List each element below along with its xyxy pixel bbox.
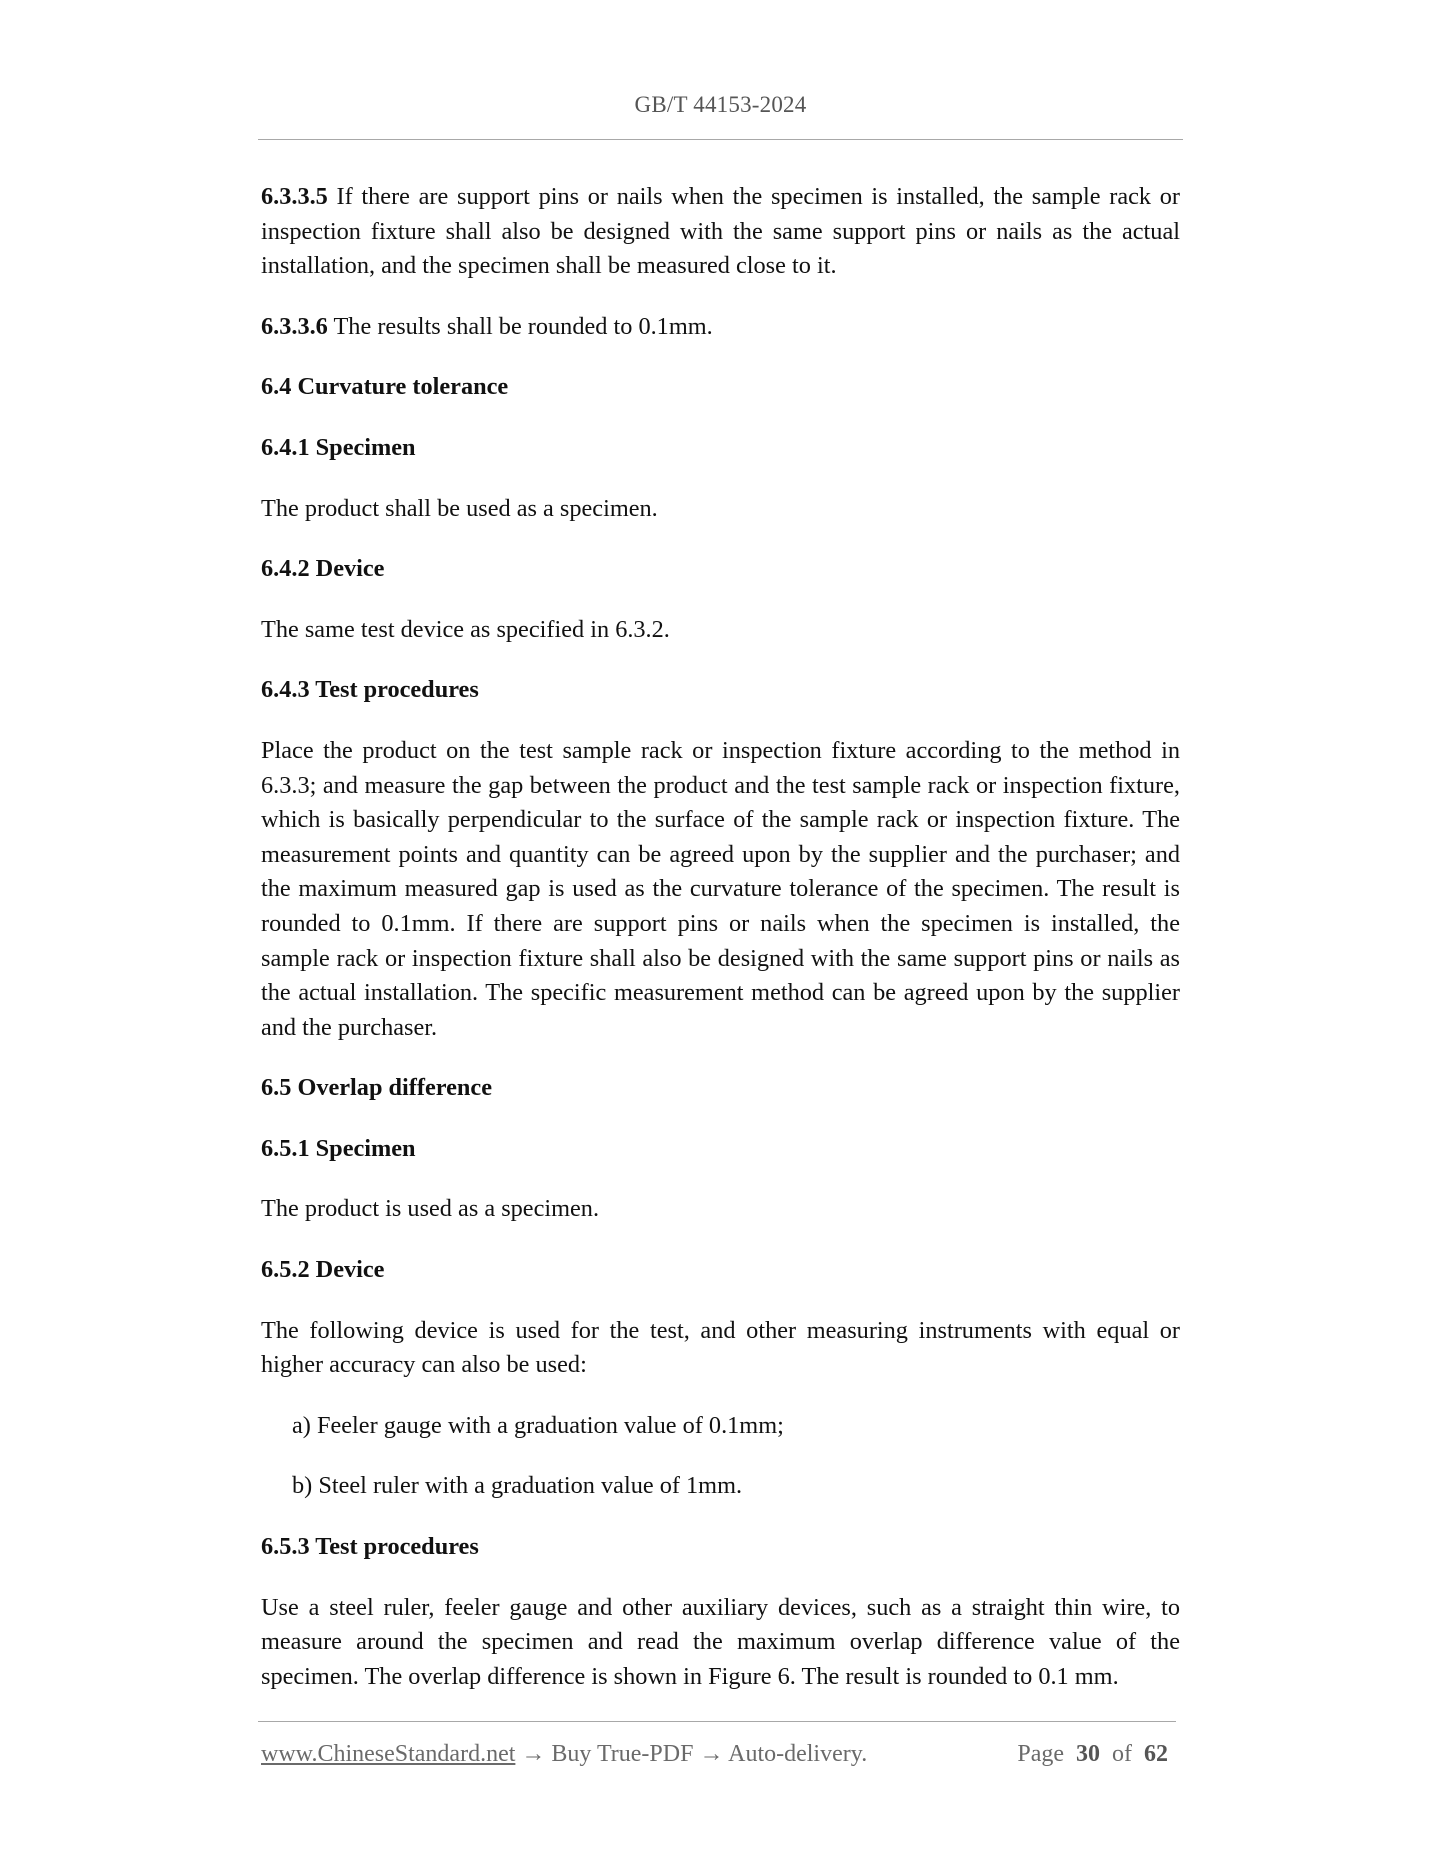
heading-6-5: 6.5 Overlap difference (261, 1074, 492, 1102)
heading-6-5-1: 6.5.1 Specimen (261, 1134, 416, 1162)
paragraph-6-3-3-5 (261, 180, 1180, 284)
paragraph-6-4-2: The same test device as specified in 6.3.2. (261, 615, 670, 643)
clause-text: The results shall be rounded to 0.1mm. (333, 312, 713, 340)
heading-6-5-3: 6.5.3 Test procedures (261, 1533, 479, 1561)
heading-6-4-1: 6.4.1 Specimen (261, 433, 416, 461)
footer-tagline: → Buy True-PDF → Auto-delivery. (521, 1741, 868, 1767)
page-total: 62 (1144, 1741, 1168, 1767)
heading-6-4-3: 6.4.3 Test procedures (261, 676, 479, 704)
page-body (261, 180, 1180, 1694)
site-link[interactable]: www.ChineseStandard.net (261, 1741, 516, 1767)
page-label: Page (1017, 1741, 1064, 1767)
heading-6-4: 6.4 Curvature tolerance (261, 373, 509, 401)
heading-6-5-2: 6.5.2 Device (261, 1256, 385, 1284)
clause-number: 6.3.3.6 (261, 312, 328, 340)
paragraph-6-5-1: The product is used as a specimen. (261, 1195, 600, 1223)
header-divider (258, 139, 1183, 140)
heading-6-4-2: 6.4.2 Device (261, 555, 385, 583)
clause-number: 6.3.3.5 (261, 183, 328, 210)
paragraph-6-5-3: Use a steel ruler, feeler gauge and other auxiliary devices, such as a straight thin wire, to measure around the specimen and read the maximum overlap difference value of the specimen. The overlap difference is shown in Figure 6. The result is rounded to 0.1 mm. (261, 1593, 1180, 1690)
footer-promo (261, 1741, 867, 1768)
list-item-b: b) Steel ruler with a graduation value of 1mm. (292, 1472, 743, 1500)
page-current: 30 (1076, 1741, 1100, 1767)
list-item-a: a) Feeler gauge with a graduation value of 0.1mm; (292, 1411, 784, 1439)
footer-divider (258, 1721, 1176, 1722)
page-of: of (1112, 1741, 1132, 1767)
page-indicator (1017, 1741, 1168, 1768)
paragraph-6-3-3-6 (261, 310, 1180, 345)
clause-text: If there are support pins or nails when the specimen is installed, the sample rack or inspection fixture shall also be designed with the same support pins or nails as the actual installation, and the specimen shall be measured close to it. (261, 183, 1180, 280)
paragraph-6-4-3: Place the product on the test sample rack or inspection fixture according to the method in 6.3.3; and measure the gap between the product and the test sample rack or inspection fixture, which is basically perpendicular to the surface of the sample rack or inspection fixture. The measurement points and quantity can be agreed upon by the supplier and the purchaser; and the maximum measured gap is used as the curvature tolerance of the specimen. The result is rounded to 0.1mm. If there are support pins or nails when the specimen is installed, the sample rack or inspection fixture shall also be designed with the same support pins or nails as the actual installation. The specific measurement method can be agreed upon by the supplier and the purchaser. (261, 736, 1180, 1041)
running-header: GB/T 44153-2024 (634, 92, 807, 117)
paragraph-6-5-2: The following device is used for the test, and other measuring instruments with equal or higher accuracy can also be used: (261, 1316, 1180, 1379)
paragraph-6-4-1: The product shall be used as a specimen. (261, 494, 658, 522)
